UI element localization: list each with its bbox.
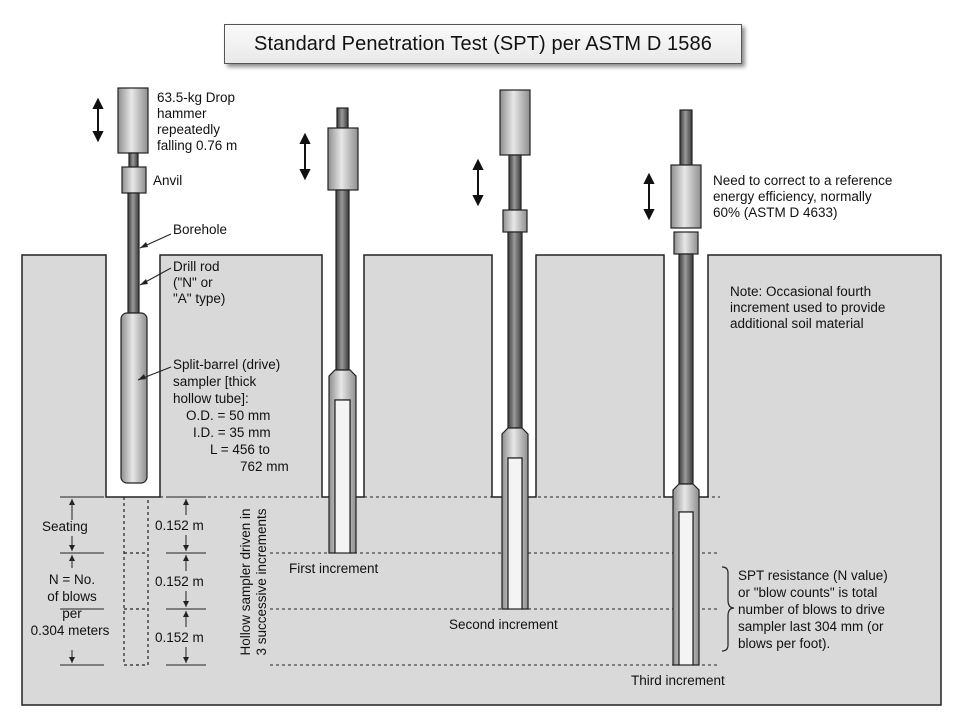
- anvil-label: Anvil: [153, 173, 183, 188]
- fourth-note-line: increment used to provide: [730, 300, 886, 315]
- spt-resistance-line: or "blow counts" is total: [738, 585, 878, 600]
- sampler-label-line: sampler [thick: [173, 374, 257, 389]
- energy-note: [713, 173, 892, 220]
- vertical-label-line: 3 successive increments: [254, 508, 269, 656]
- spt-resistance-line: number of blows to drive: [738, 602, 886, 617]
- energy-note-line: Need to correct to a reference: [713, 173, 893, 188]
- n-blows-label-line: N = No.: [48, 572, 96, 587]
- n-blows-label-line: 0.304 meters: [30, 623, 110, 638]
- hammer-label-line: falling 0.76 m: [157, 138, 238, 153]
- sampler-label-line: I.D. = 35 mm: [193, 425, 271, 440]
- first-increment-label: First increment: [289, 561, 379, 576]
- spt-resistance-line: SPT resistance (N value): [738, 568, 888, 583]
- hammer-label-line: repeatedly: [157, 122, 221, 137]
- diagram-title: Standard Penetration Test (SPT) per ASTM D 1586: [254, 32, 712, 55]
- increment-length-label: 0.152 m: [155, 518, 204, 533]
- drill-rod-4: [679, 254, 693, 484]
- n-blows-label-line: per: [62, 606, 82, 621]
- motion-arrow-1: [94, 100, 102, 140]
- third-increment-label: Third increment: [631, 673, 725, 688]
- drill-rod-label-line: Drill rod: [173, 259, 220, 274]
- spt-resistance-line: blows per foot).: [738, 636, 831, 651]
- anvil-4: [674, 232, 698, 254]
- drill-rod-3a: [509, 155, 521, 210]
- drill-rod-4-top: [680, 110, 692, 165]
- hammer-label: [157, 90, 237, 153]
- drill-rod-2-top: [337, 108, 348, 128]
- drop-hammer-1: [118, 88, 148, 153]
- apparatus-3: [500, 90, 530, 609]
- drill-rod-3b: [508, 232, 522, 428]
- borehole-label: Borehole: [173, 222, 228, 237]
- apparatus-4: [671, 110, 701, 665]
- sampler-label-line: 762 mm: [240, 459, 289, 474]
- apparatus-2: [328, 108, 358, 553]
- increment-length-label: 0.152 m: [155, 574, 204, 589]
- fourth-note-line: additional soil material: [730, 316, 864, 331]
- motion-arrow-3: [474, 161, 482, 204]
- energy-note-line: energy efficiency, normally: [713, 189, 872, 204]
- anvil-3: [503, 210, 527, 232]
- drop-hammer-4: [671, 165, 701, 228]
- drill-rod-2: [336, 190, 349, 370]
- drill-rod-label-line: "A" type): [173, 291, 226, 306]
- drill-rod-label-line: ("N" or: [173, 275, 213, 290]
- seating-label: Seating: [42, 519, 88, 534]
- energy-note-line: 60% (ASTM D 4633): [713, 205, 838, 220]
- drop-hammer-2: [328, 128, 358, 190]
- motion-arrow-4: [645, 175, 653, 218]
- hammer-label-line: hammer: [157, 106, 207, 121]
- apparatus-1: [118, 88, 148, 483]
- drill-rod-1b: [128, 193, 139, 313]
- hammer-label-line: 63.5-kg Drop: [157, 90, 236, 105]
- sampler-label-line: L = 456 to: [210, 442, 270, 457]
- motion-arrow-2: [301, 135, 309, 178]
- vertical-label-line: Hollow sampler driven in: [238, 508, 253, 656]
- spt-resistance-line: sampler last 304 mm (or: [738, 619, 884, 634]
- split-barrel-sampler-1: [121, 313, 147, 483]
- sampler-label-line: Split-barrel (drive): [173, 357, 281, 372]
- second-increment-label: Second increment: [449, 617, 558, 632]
- n-blows-label-line: of blows: [47, 589, 97, 604]
- fourth-note-line: Note: Occasional fourth: [730, 284, 872, 299]
- anvil-1: [122, 167, 146, 193]
- sampler-label-line: hollow tube]:: [173, 391, 249, 406]
- vertical-label: [238, 508, 269, 655]
- drop-hammer-3: [500, 90, 530, 155]
- fourth-increment-note: [730, 284, 885, 331]
- sampler-label-line: O.D. = 50 mm: [186, 408, 271, 423]
- increment-length-label: 0.152 m: [155, 630, 204, 645]
- drill-rod-1: [129, 153, 138, 167]
